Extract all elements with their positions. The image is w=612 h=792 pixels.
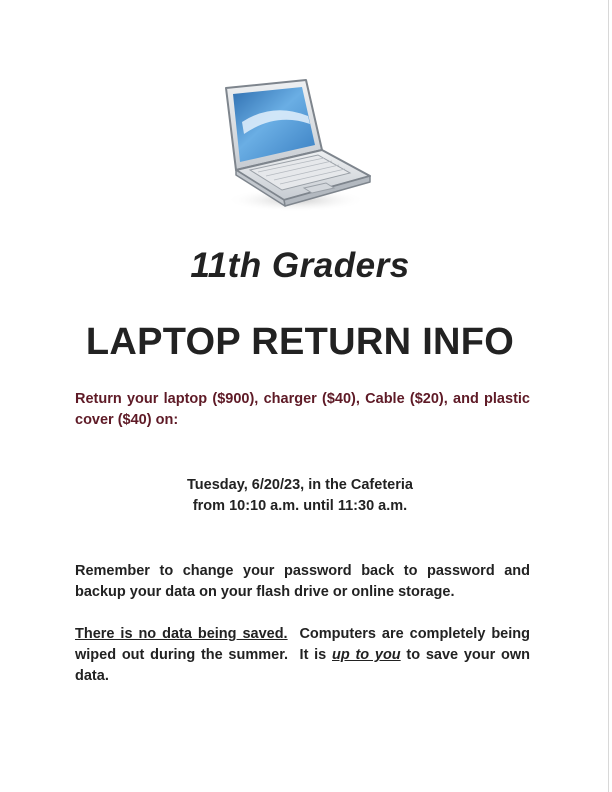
warning-text-after: to save your own data. <box>75 647 530 684</box>
grade-title: 11th Graders <box>190 246 410 285</box>
return-items-text: Return your laptop ($900), charger ($40), Cable ($20), and plastic cover ($40) on: <box>75 391 530 428</box>
schedule-time: from 10:10 a.m. until 11:30 a.m. <box>192 498 408 514</box>
laptop-illustration <box>218 72 378 217</box>
warning-emphasis: There is no data being saved. <box>75 626 288 642</box>
main-title: LAPTOP RETURN INFO <box>85 321 515 363</box>
warning-key-phrase: up to you <box>332 647 401 663</box>
password-reminder: Remember to change your password back to password and backup your data on your flash drive or online storage. <box>75 563 530 600</box>
return-schedule <box>0 475 600 517</box>
laptop-icon <box>218 72 378 217</box>
data-warning <box>75 624 535 687</box>
warning-text-before: Computers are completely being wiped out during the summer. It is <box>75 626 535 663</box>
scan-edge <box>608 0 609 792</box>
schedule-date-location: Tuesday, 6/20/23, in the Cafeteria <box>187 477 413 493</box>
